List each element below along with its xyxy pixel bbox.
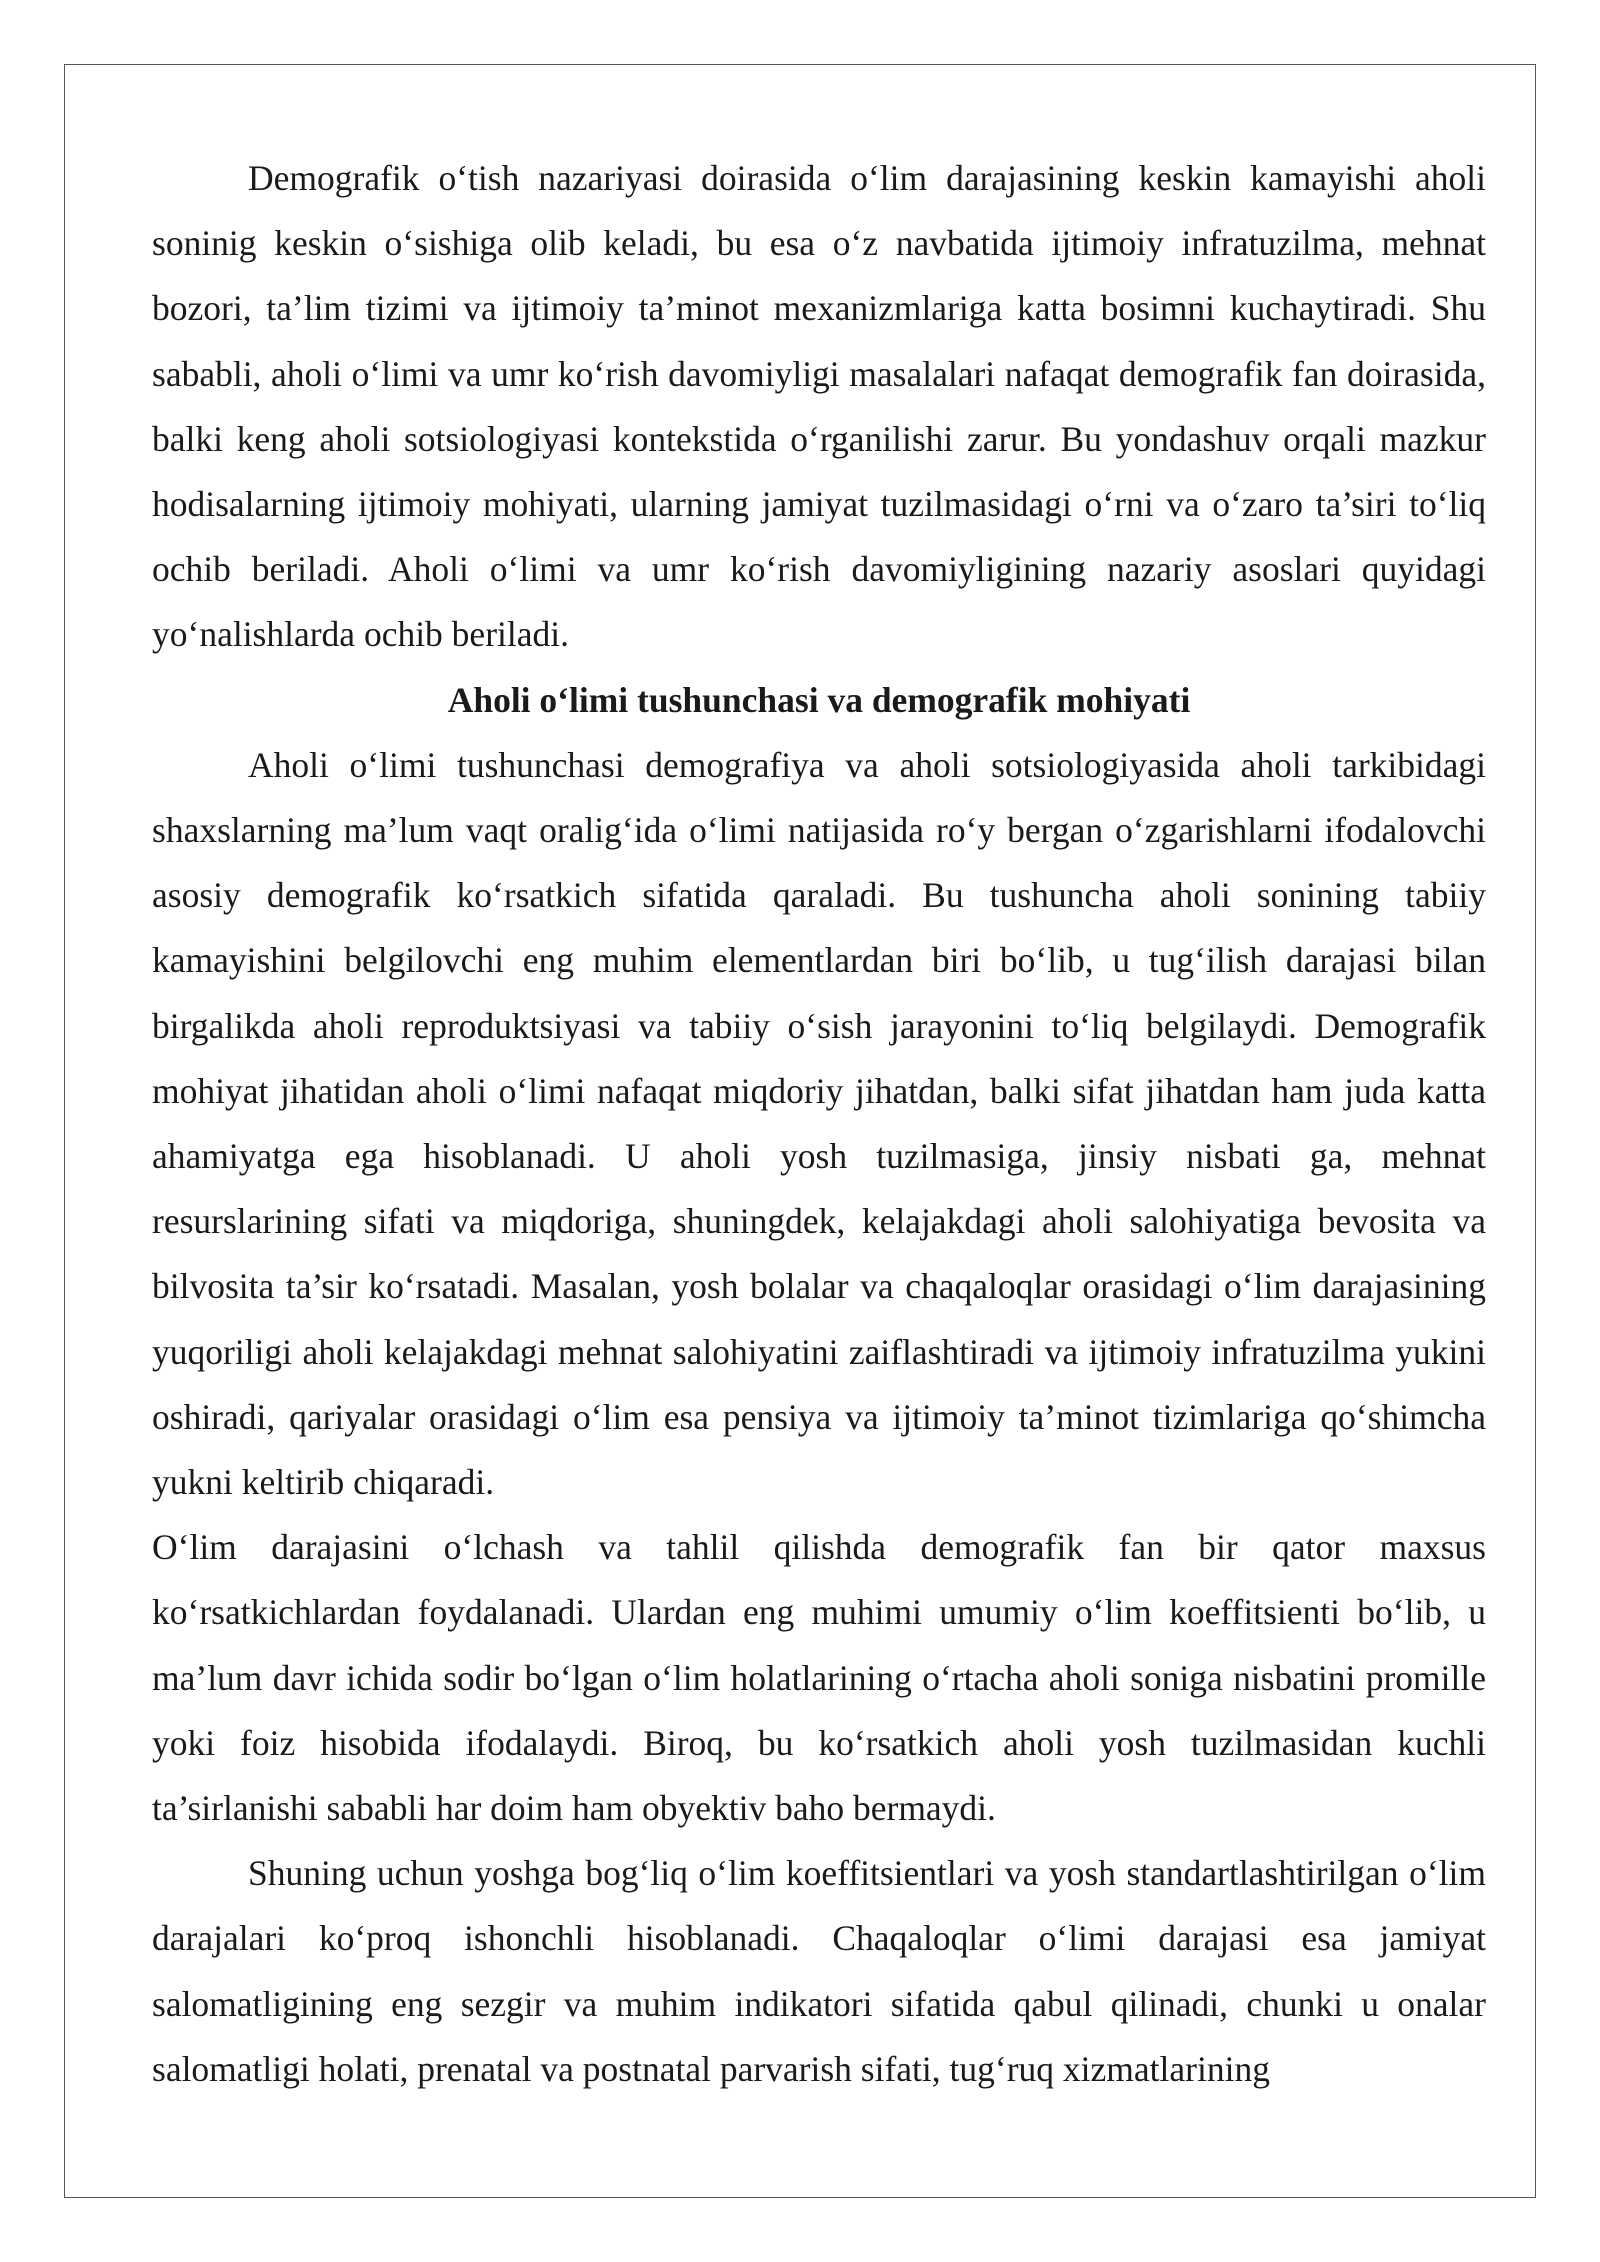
- paragraph-concept: Aholi o‘limi tushunchasi demografiya va aholi sotsiologiyasida aholi tarkibidagi shaxslarning ma’lum vaqt oralig‘ida o‘limi natijasida ro‘y bergan o‘zgarishlarni ifodalovchi asosiy demografik ko‘rsatkich sifatida qaraladi. Bu tushuncha aholi sonining tabiiy kamayishini belgilovchi eng muhim elementlardan biri bo‘lib, u tug‘ilish darajasi bilan birgalikda aholi reproduktsiyasi va tabiiy o‘sish jarayonini to‘liq belgilaydi. Demografik mohiyat jihatidan aholi o‘limi nafaqat miqdoriy jihatdan, balki sifat jihatdan ham juda katta ahamiyatga ega hisoblanadi. U aholi yosh tuzilmasiga, jinsiy nisbati ga, mehnat resurslarining sifati va miqdoriga, shuningdek, kelajakdagi aholi salohiyatiga bevosita va bilvosita ta’sir ko‘rsatadi. Masalan, yosh bolalar va chaqaloqlar orasidagi o‘lim darajasining yuqoriligi aholi kelajakdagi mehnat salohiyatini zaiflashtiradi va ijtimoiy infratuzilma yukini oshiradi, qariyalar orasidagi o‘lim esa pensiya va ijtimoiy ta’minot tizimlariga qo‘shimcha yukni keltirib chiqaradi.: [152, 744, 1486, 1503]
- paragraph-age-specific: Shuning uchun yoshga bog‘liq o‘lim koeffitsientlari va yosh standartlashtirilgan o‘lim darajalari ko‘proq ishonchli hisoblanadi. Chaqaloqlar o‘limi darajasi esa jamiyat salomatligining eng sezgir va muhim indikatori sifatida qabul qilinadi, chunki u onalar salomatligi holati, prenatal va postnatal parvarish sifati, tug‘ruq xizmatlarining: [152, 1853, 1486, 2089]
- paragraph-measurement: O‘lim darajasini o‘lchash va tahlil qilishda demografik fan bir qator maxsus ko‘rsatkichlardan foydalanadi. Ulardan eng muhimi umumiy o‘lim koeffitsienti bo‘lib, u ma’lum davr ichida sodir bo‘lgan o‘lim holatlarining o‘rtacha aholi soniga nisbatini promille yoki foiz hisobida ifodalaydi. Biroq, bu ko‘rsatkich aholi yosh tuzilmasidan kuchli ta’sirlanishi sababli har doim ham obyektiv baho bermaydi.: [152, 1527, 1486, 1829]
- paragraph-intro: Demografik o‘tish nazariyasi doirasida o‘lim darajasining keskin kamayishi aholi soninig keskin o‘sishiga olib keladi, bu esa o‘z navbatida ijtimoiy infratuzilma, mehnat bozori, ta’lim tizimi va ijtimoiy ta’minot mexanizmlariga katta bosimni kuchaytiradi. Shu sababli, aholi o‘limi va umr ko‘rish davomiyligi masalalari nafaqat demografik fan doirasida, balki keng aholi sotsiologiyasi kontekstida o‘rganilishi zarur. Bu yondashuv orqali mazkur hodisalarning ijtimoiy mohiyati, ularning jamiyat tuzilmasidagi o‘rni va o‘zaro ta’siri to‘liq ochib beriladi. Aholi o‘limi va umr ko‘rish davomiyligining nazariy asoslari quyidagi yo‘nalishlarda ochib beriladi.: [152, 158, 1486, 655]
- section-heading: Aholi o‘limi tushunchasi va demografik mohiyati: [447, 679, 1191, 720]
- document-body: [152, 146, 1486, 2102]
